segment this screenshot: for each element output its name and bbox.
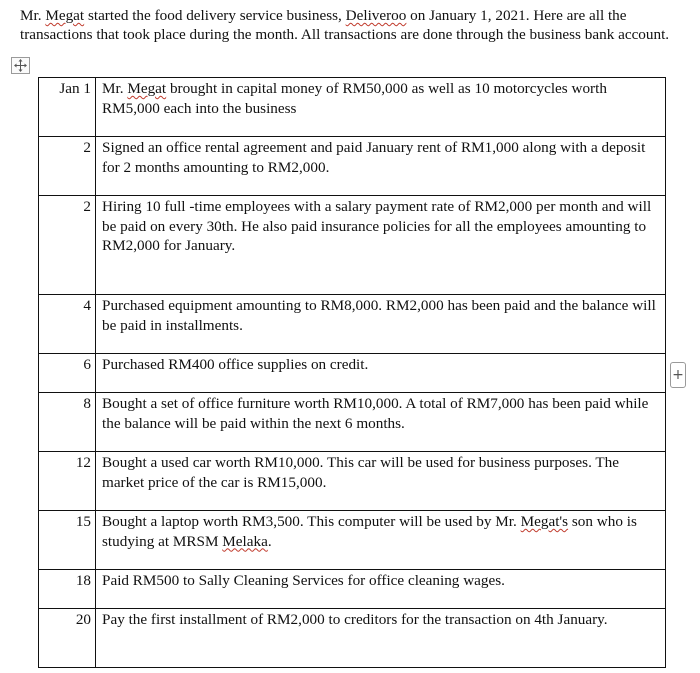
add-row-button[interactable] (670, 362, 686, 388)
date-cell: 8 (39, 393, 96, 452)
intro-text: Mr. (20, 7, 46, 24)
spellcheck-word: Megat (45, 7, 85, 24)
move-icon (14, 59, 27, 72)
date-cell: 18 (39, 570, 96, 609)
intro-text: on January 1, 2021. Here are all the transactions that took place during the month. All transactions are done through the business bank account. (20, 7, 670, 43)
spellcheck-word: Megat (127, 80, 167, 97)
intro-paragraph (20, 6, 692, 44)
description-cell: Signed an office rental agreement and paid January rent of RM1,000 along with a deposit for 2 months amounting to RM2,000. (96, 137, 666, 196)
description-cell: Bought a used car worth RM10,000. This car will be used for business purposes. The market price of the car is RM15,000. (96, 452, 666, 511)
date-cell: 2 (39, 137, 96, 196)
description-cell: Hiring 10 full -time employees with a salary payment rate of RM2,000 per month and will be paid on every 30th. He also paid insurance policies for all the employees amounting to RM2,000 for January. (96, 196, 666, 295)
description-text: Mr. (102, 80, 128, 97)
transactions-table (38, 77, 666, 668)
plus-icon: + (672, 367, 684, 383)
table-row (39, 452, 666, 511)
table-row (39, 570, 666, 609)
description-cell: Paid RM500 to Sally Cleaning Services for office cleaning wages. (96, 570, 666, 609)
description-text: . (267, 532, 272, 550)
table-row (39, 295, 666, 354)
intro-text: started the food delivery service business, (84, 7, 346, 24)
description-text: Bought a laptop worth RM3,500. This computer will be used by Mr. (102, 513, 521, 530)
date-cell: 4 (39, 295, 96, 354)
description-cell (96, 511, 666, 570)
spellcheck-word: Deliveroo (345, 7, 407, 24)
table-row (39, 196, 666, 295)
date-cell: 20 (39, 609, 96, 668)
description-text: son who is studying at MRSM (102, 513, 637, 550)
description-cell (96, 78, 666, 137)
table-row (39, 511, 666, 570)
date-cell: 15 (39, 511, 96, 570)
description-cell: Bought a set of office furniture worth RM10,000. A total of RM7,000 has been paid while the balance will be paid within the next 6 months. (96, 393, 666, 452)
table-row (39, 78, 666, 137)
date-cell: 2 (39, 196, 96, 295)
date-cell: 6 (39, 354, 96, 393)
description-cell: Purchased RM400 office supplies on credit. (96, 354, 666, 393)
table-row (39, 609, 666, 668)
spellcheck-word: Melaka (222, 532, 268, 550)
date-cell: Jan 1 (39, 78, 96, 137)
table-move-handle[interactable] (11, 57, 30, 74)
table-row (39, 393, 666, 452)
table-row (39, 354, 666, 393)
description-cell: Purchased equipment amounting to RM8,000. RM2,000 has been paid and the balance will be paid in installments. (96, 295, 666, 354)
table-row (39, 137, 666, 196)
description-cell: Pay the first installment of RM2,000 to creditors for the transaction on 4th January. (96, 609, 666, 668)
date-cell: 12 (39, 452, 96, 511)
description-text: brought in capital money of RM50,000 as well as 10 motorcycles worth RM5,000 each into the business (102, 80, 607, 117)
spellcheck-word: Megat's (520, 513, 569, 530)
